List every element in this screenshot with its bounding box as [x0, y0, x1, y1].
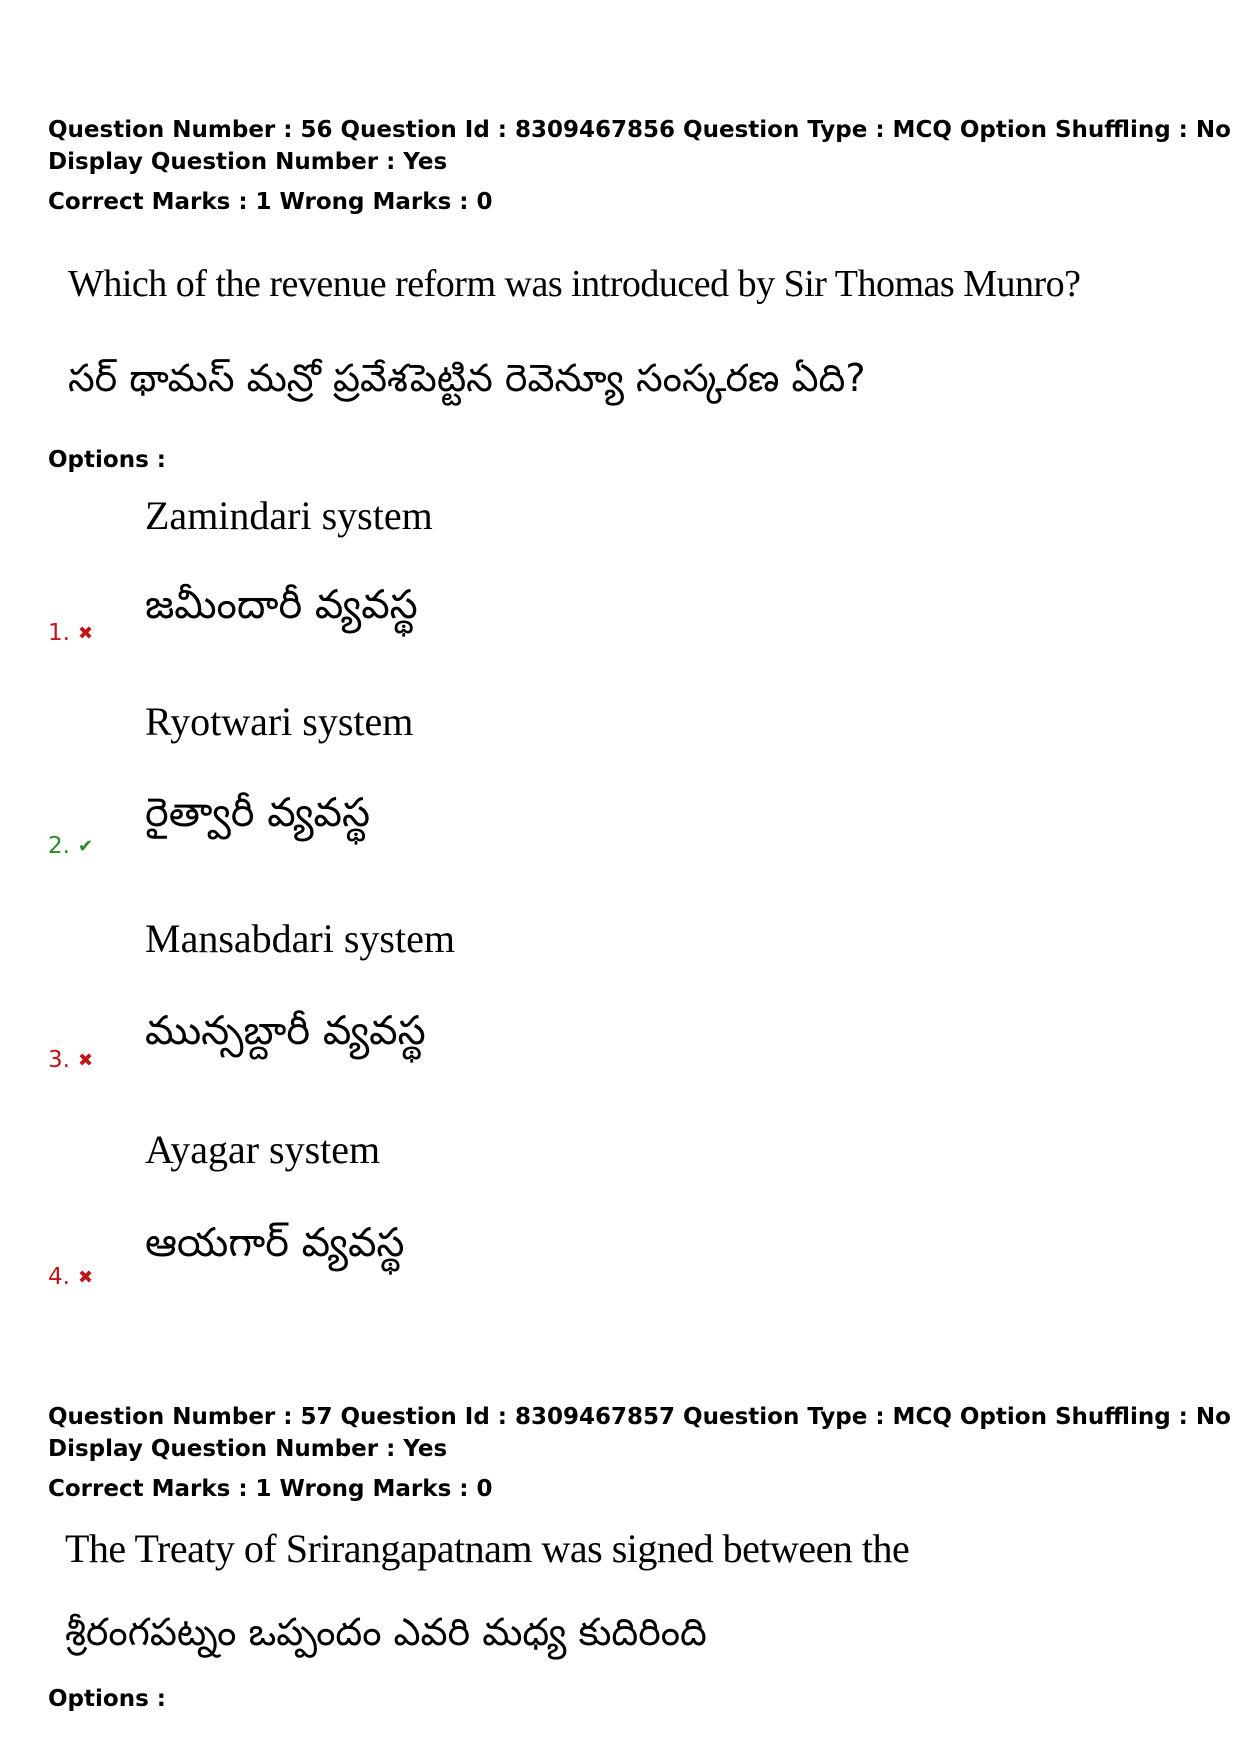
q56-option-4-number	[48, 1264, 93, 1290]
q56-option-3-number	[48, 1047, 93, 1073]
q56-option-2-te: రైత్వారీ వ్యవస్థ	[145, 790, 371, 836]
option-number: 1.	[48, 620, 70, 646]
q57-meta-line1: Question Number : 57 Question Id : 8309467857 Question Type : MCQ Option Shuffling : No	[48, 1404, 1231, 1430]
q56-option-3-te: మున్సబ్దారీ వ్యవస్థ	[145, 1008, 426, 1054]
option-number: 3.	[48, 1047, 70, 1073]
q56-meta-line2: Display Question Number : Yes	[48, 149, 448, 175]
q57-meta-line2: Display Question Number : Yes	[48, 1436, 448, 1462]
q57-question-en: The Treaty of Srirangapatnam was signed between the	[65, 1526, 910, 1571]
q56-marks: Correct Marks : 1 Wrong Marks : 0	[48, 189, 493, 215]
q56-option-4-te: ఆయగార్ వ్యవస్థ	[145, 1220, 405, 1266]
q56-option-1-te: జమీందారీ వ్యవస్థ	[145, 582, 418, 628]
cross-icon: ✖	[77, 1266, 94, 1288]
option-number: 2.	[48, 833, 70, 859]
q56-option-2-number	[48, 833, 93, 859]
q56-question-te: సర్ థామస్ మన్రో ప్రవేశపెట్టిన రెవెన్యూ సంస్కరణ ఏది?	[68, 356, 866, 400]
q56-question-en: Which of the revenue reform was introduced by Sir Thomas Munro?	[68, 263, 1081, 305]
cross-icon: ✖	[77, 1049, 94, 1071]
q56-option-2-en: Ryotwari system	[145, 699, 414, 744]
q57-marks: Correct Marks : 1 Wrong Marks : 0	[48, 1476, 493, 1502]
q56-option-1-number	[48, 620, 93, 646]
q57-options-label: Options :	[48, 1686, 166, 1712]
cross-icon: ✖	[77, 622, 94, 644]
check-icon: ✔	[77, 835, 94, 857]
option-number: 4.	[48, 1264, 70, 1290]
q56-option-4-en: Ayagar system	[145, 1127, 381, 1172]
q56-meta-line1: Question Number : 56 Question Id : 8309467856 Question Type : MCQ Option Shuffling : No	[48, 117, 1231, 143]
q56-options-label: Options :	[48, 447, 166, 473]
q56-option-1-en: Zamindari system	[145, 493, 433, 538]
q57-question-te: శ్రీరంగపట్నం ఒప్పందం ఎవరి మధ్య కుదిరింది	[65, 1610, 707, 1654]
q56-option-3-en: Mansabdari system	[145, 916, 455, 961]
